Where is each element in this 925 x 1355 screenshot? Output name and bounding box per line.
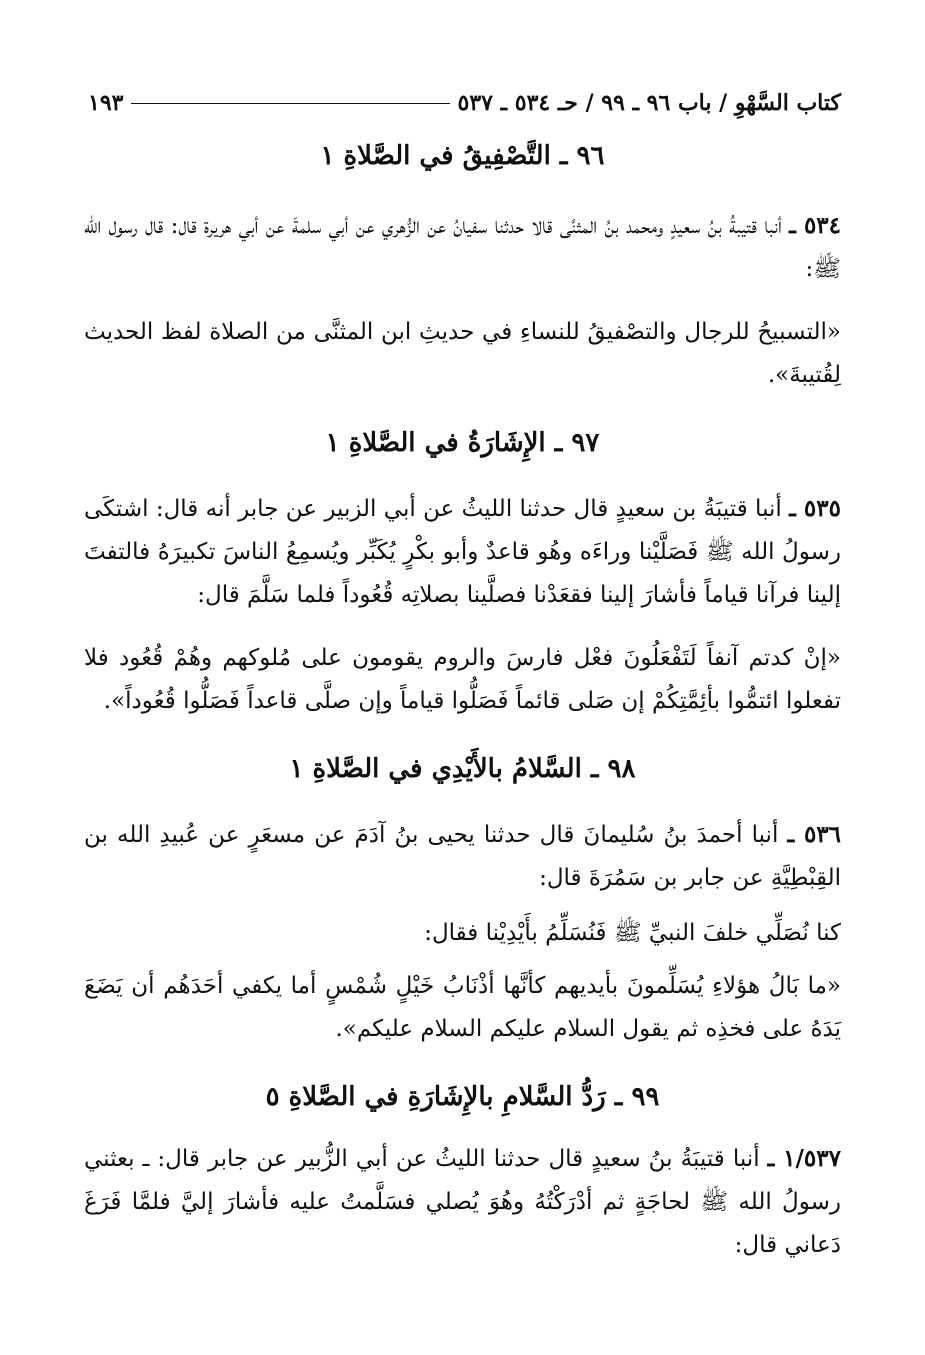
section-heading: ٩٦ ـ التَّصْفِيقُ في الصَّلاةِ ١ (320, 141, 605, 171)
hadith-chain-text: أنبا قتيبَةُ بنُ سعيدٍ قال حدثنا الليثُ عن أبي الزُّبير عن جابر قال: ـ بعثني رسولُ الله ﷺ لحاجَةٍ ثم أدْرَكْتُهُ وهُوَ يُصلي فسَلَّمتُ عليه فأشارَ إليَّ فلمَّا فَرَغَ دَعاني قال: (84, 1146, 841, 1258)
hadith-number: ١/٥٣٧ ـ (767, 1145, 841, 1172)
header-rule (131, 103, 449, 104)
hadith-text: «إنْ كدتم آنفاً لَتَفْعَلُونَ فعْل فارسَ والروم يقومون على مُلوكهم وهُمْ قُعُود فلا تفعلوا ائتمُّوا بأئِمَّتِكُمْ إن صَلى قائماً فَصَلُّوا قياماً وإن صلَّى قاعداً فَصَلُّوا قُعُوداً». (84, 645, 841, 714)
hadith-text: «ما بَالُ هؤلاءِ يُسَلِّمونَ بأيديهم كأنَّها أذْنَابُ خَيْلٍ شُمْسٍ أما يكفي أحَدَهُم أن يَضَعَ يَدَهُ على فخذِه ثم يقول السلام عليكم السلام عليكم». (84, 973, 841, 1042)
hadith-number: ٥٣٤ ـ (789, 212, 841, 239)
hadith-number: ٥٣٦ ـ (787, 821, 842, 848)
hadith-chain (84, 487, 841, 617)
section-heading: ٩٧ ـ الإِشَارَةُ في الصَّلاةِ ١ (325, 428, 600, 458)
hadith-text: «التسبيحُ للرجال والتصْفيقُ للنساءِ في حديثِ ابن المثنَّى من الصلاة لفظ الحديث لِقُتيبةَ». (84, 319, 841, 388)
hadith-chain (84, 204, 841, 291)
hadith-mid-text: كنا نُصَلِّي خلفَ النبيِّ ﷺ فَنُسَلِّمُ بأَيْدِيْنا فقال: (424, 920, 841, 946)
running-header (88, 86, 841, 120)
hadith-number: ٥٣٥ ـ (789, 495, 841, 522)
hadith-chain-text: أنبا أحمدَ بنُ سُليمانَ قال حدثنا يحيى بنُ آدَمَ عن مسعَرٍ عن عُبيدِ الله بن القِبْطِيَّةِ عن جابر بن سَمُرَةَ قال: (84, 822, 841, 891)
hadith-chain (84, 1137, 841, 1267)
hadith-chain-text: أنبا قتيبةُ بنُ سعيدٍ ومحمد بنُ المثنَّى قالا حدثنا سفيانُ عن الزُّهري عن أبي سلمةَ عن أبي هريرة قال: قال رسول الله ﷺ: (84, 213, 841, 282)
running-header-title: كتاب السَّهْوِ / باب ٩٦ ـ ٩٩ / حـ ٥٣٤ ـ ٥٣٧ (457, 90, 841, 116)
page-content (84, 136, 841, 1267)
section-heading: ٩٨ ـ السَّلامُ بالأَيْدِي في الصَّلاةِ ١ (289, 754, 636, 784)
page-number: ١٩٣ (88, 90, 124, 116)
hadith-chain (84, 813, 841, 900)
hadith-chain-text: أنبا قتيبَةُ بن سعيدٍ قال حدثنا الليثُ عن أبي الزبير عن جابر أنه قال: اشتكَى رسولُ الله ﷺ فَصَلَّيْنا وراءَه وهُو قاعدٌ وأبو بكْرٍ يُكَبِّر ويُسمِعُ الناسَ تكبيرَهُ فالتفتَ إلينا فرآنا قياماً فأشارَ إلينا فقعَدْنا فصلَّينا بصلاتِه قُعُوداً فلما سَلَّمَ قال: (84, 496, 841, 608)
section-heading: ٩٩ ـ رَدُّ السَّلامِ بالإِشَارَةِ في الصَّلاةِ ٥ (265, 1082, 660, 1112)
